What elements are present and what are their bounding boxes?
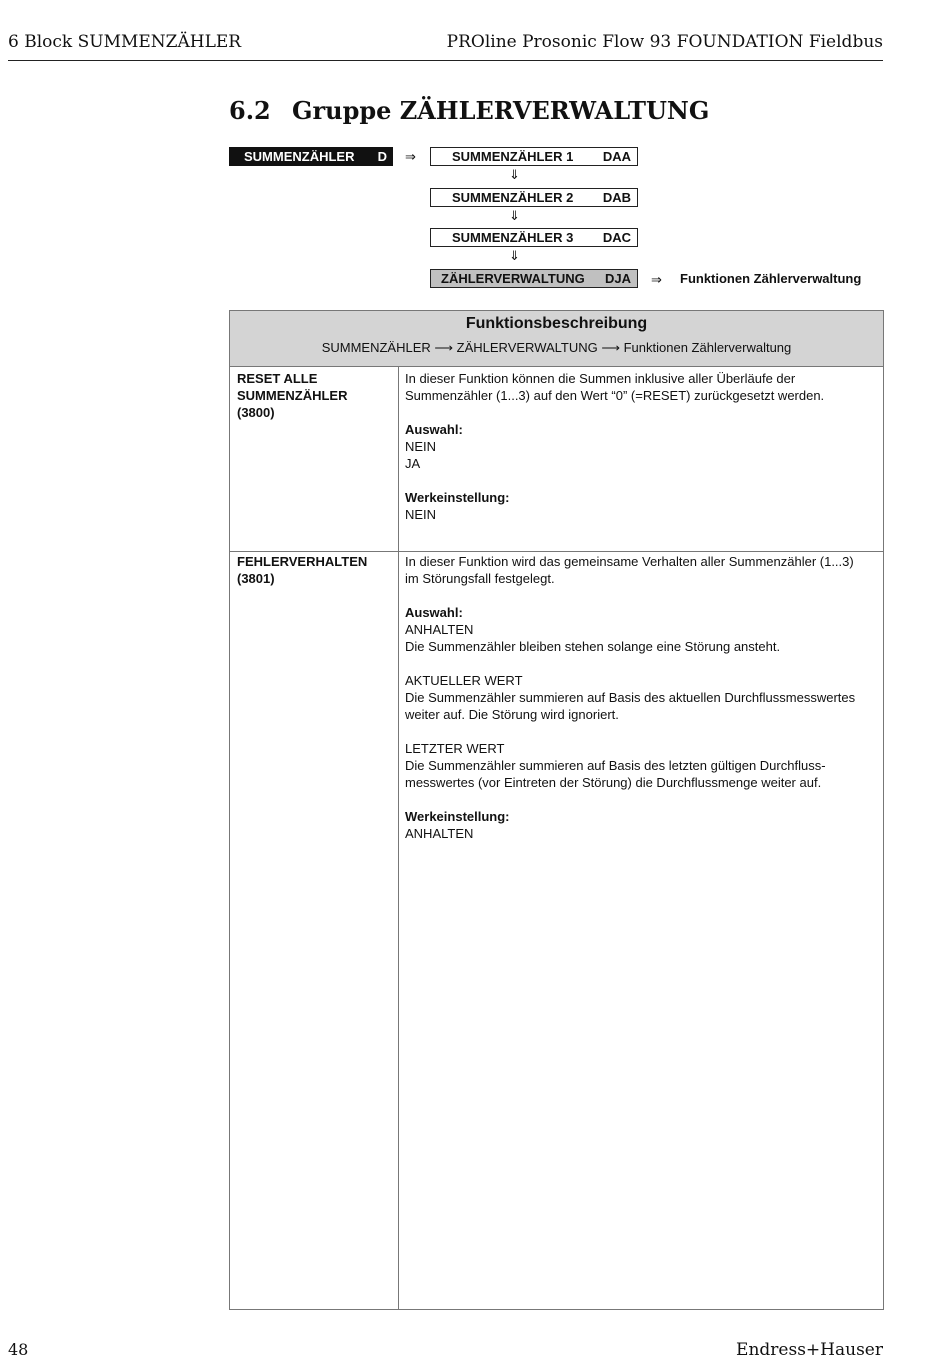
function-description-cell	[405, 553, 877, 842]
brand-footer: Endress+Hauser	[736, 1340, 883, 1360]
nav-group-item-active	[430, 269, 638, 288]
column-divider	[398, 367, 399, 1309]
nav-group-code: DJA	[604, 271, 631, 286]
description-line: Summenzähler (1...3) auf den Wert “0” (=RESET) zurückgesetzt werden.	[405, 388, 825, 403]
right-arrow-icon: ⇒	[405, 149, 416, 164]
option-text: Die Summenzähler bleiben stehen solange eine Störung ansteht.	[405, 639, 781, 654]
running-header-chapter: 6 Block SUMMENZÄHLER	[8, 32, 242, 52]
option-text: Die Summenzähler summieren auf Basis des letzten gültigen Durchfluss-	[405, 758, 826, 773]
nav-group-item	[430, 228, 638, 247]
nav-group-item	[430, 188, 638, 207]
table-header	[230, 311, 883, 367]
down-arrow-icon: ⇓	[509, 248, 520, 263]
nav-block-main-code: D	[377, 149, 387, 164]
selection-label: Auswahl:	[405, 422, 463, 437]
description-line: In dieser Funktion wird das gemeinsame Verhalten aller Summenzähler (1...3)	[405, 554, 854, 569]
nav-target-label: Funktionen Zählerverwaltung	[680, 271, 862, 286]
nav-group-name: SUMMENZÄHLER 3	[452, 230, 574, 245]
page-number: 48	[8, 1340, 29, 1359]
function-number: (3801)	[237, 571, 275, 586]
option-text: Die Summenzähler summieren auf Basis des aktuellen Durchflussmesswertes	[405, 690, 856, 705]
selection-option: JA	[405, 456, 421, 471]
function-number: (3800)	[237, 405, 275, 420]
function-name-line: SUMMENZÄHLER	[237, 388, 348, 403]
default-value: NEIN	[405, 507, 437, 522]
header-divider	[8, 60, 883, 61]
default-label: Werkeinstellung:	[405, 809, 510, 824]
function-table	[229, 310, 884, 1310]
default-value: ANHALTEN	[405, 826, 474, 841]
right-arrow-icon: ⇒	[651, 272, 662, 287]
nav-group-code: DAA	[602, 149, 631, 164]
function-name-cell	[237, 370, 387, 421]
nav-group-code: DAC	[602, 230, 631, 245]
nav-group-code: DAB	[602, 190, 631, 205]
option-name: AKTUELLER WERT	[405, 673, 523, 688]
function-name-cell	[237, 553, 387, 587]
default-label: Werkeinstellung:	[405, 490, 510, 505]
selection-label: Auswahl:	[405, 605, 463, 620]
nav-group-name: ZÄHLERVERWALTUNG	[441, 271, 585, 286]
row-divider	[230, 551, 883, 552]
description-line: im Störungsfall festgelegt.	[405, 571, 555, 586]
section-heading	[229, 96, 709, 125]
down-arrow-icon: ⇓	[509, 167, 520, 182]
table-path: SUMMENZÄHLER ⟶ ZÄHLERVERWALTUNG ⟶ Funktionen Zählerverwaltung	[321, 340, 792, 355]
nav-group-name: SUMMENZÄHLER 1	[452, 149, 574, 164]
section-number: 6.2	[229, 96, 271, 125]
function-description-cell	[405, 370, 877, 523]
nav-block-main	[229, 147, 393, 166]
running-header-product: PROline Prosonic Flow 93 FOUNDATION Fieldbus	[446, 32, 883, 52]
description-line: In dieser Funktion können die Summen inklusive aller Überläufe der	[405, 371, 796, 386]
nav-block-main-name: SUMMENZÄHLER	[244, 149, 355, 164]
nav-group-item	[430, 147, 638, 166]
nav-group-name: SUMMENZÄHLER 2	[452, 190, 574, 205]
section-title: Gruppe ZÄHLERVERWALTUNG	[292, 96, 710, 125]
option-name: LETZTER WERT	[405, 741, 505, 756]
function-name-line: FEHLERVERHALTEN	[237, 554, 368, 569]
down-arrow-icon: ⇓	[509, 208, 520, 223]
function-name-line: RESET ALLE	[237, 371, 318, 386]
option-text: messwertes (vor Eintreten der Störung) die Durchflussmenge weiter auf.	[405, 775, 822, 790]
option-name: ANHALTEN	[405, 622, 474, 637]
table-title: Funktionsbeschreibung	[465, 315, 648, 332]
option-text: weiter auf. Die Störung wird ignoriert.	[405, 707, 619, 722]
selection-option: NEIN	[405, 439, 437, 454]
